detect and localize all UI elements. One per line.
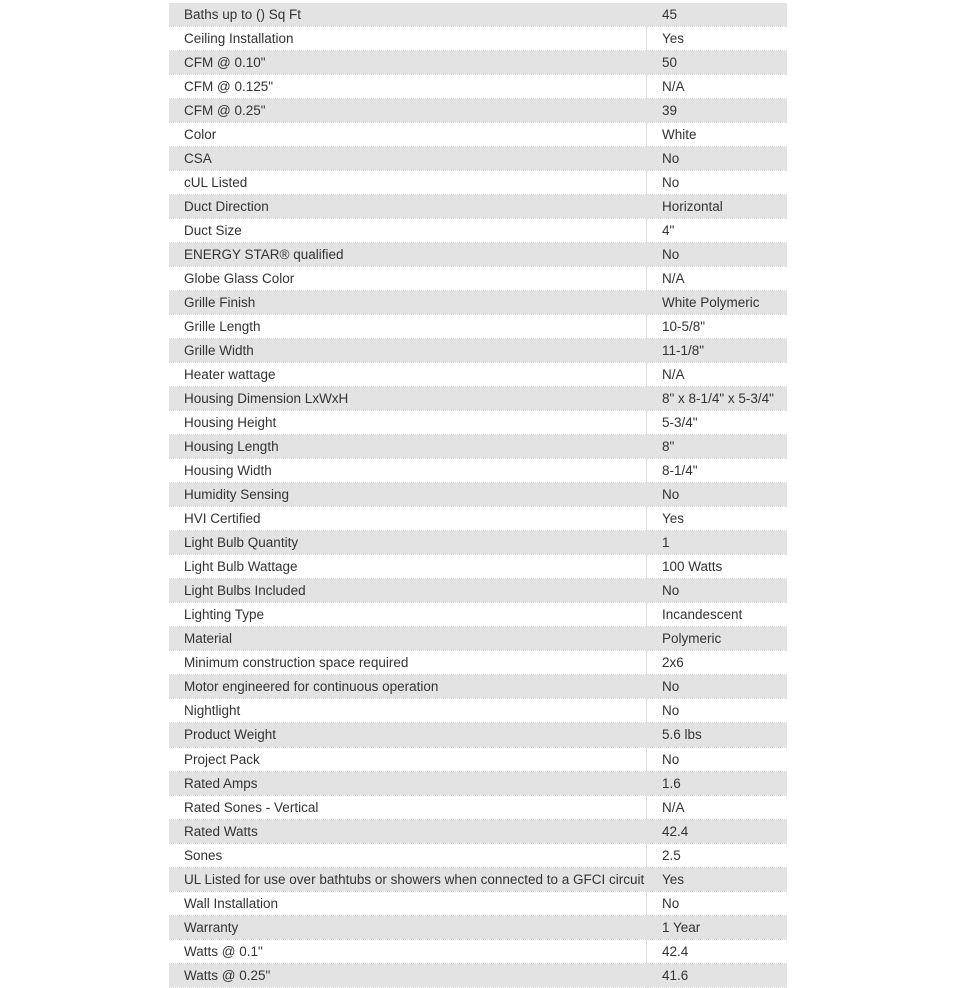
spec-row — [169, 699, 787, 723]
spec-label: Rated Sones - Vertical — [169, 796, 647, 820]
spec-label: Watts @ 0.25" — [169, 964, 647, 988]
spec-value: 11-1/8" — [647, 339, 788, 363]
spec-value: 8-1/4" — [647, 459, 788, 483]
spec-row — [169, 171, 787, 195]
spec-label: Housing Width — [169, 459, 647, 483]
spec-label: Motor engineered for continuous operation — [169, 675, 647, 699]
spec-label: UL Listed for use over bathtubs or showers when connected to a GFCI circuit — [169, 868, 647, 892]
spec-table — [169, 3, 787, 988]
spec-row — [169, 555, 787, 579]
spec-value: No — [647, 171, 788, 195]
spec-value: Incandescent — [647, 603, 788, 627]
spec-label: Nightlight — [169, 699, 647, 723]
spec-label: Watts @ 0.1" — [169, 940, 647, 964]
spec-row — [169, 748, 787, 772]
spec-row — [169, 940, 787, 964]
spec-value: No — [647, 243, 788, 267]
spec-row — [169, 339, 787, 363]
spec-value: White Polymeric — [647, 291, 788, 315]
spec-row — [169, 147, 787, 171]
spec-row — [169, 363, 787, 387]
spec-row — [169, 603, 787, 627]
spec-label: Product Weight — [169, 723, 647, 748]
spec-row — [169, 964, 787, 988]
spec-row — [169, 531, 787, 555]
spec-row — [169, 123, 787, 147]
spec-row — [169, 267, 787, 291]
spec-label: Housing Length — [169, 435, 647, 459]
spec-label: Warranty — [169, 916, 647, 940]
spec-value: N/A — [647, 75, 788, 99]
spec-value: No — [647, 699, 788, 723]
spec-value: 45 — [647, 3, 788, 27]
spec-row — [169, 844, 787, 868]
spec-value: 1 Year — [647, 916, 788, 940]
spec-label: Color — [169, 123, 647, 147]
spec-label: Minimum construction space required — [169, 651, 647, 675]
spec-label: Housing Dimension LxWxH — [169, 387, 647, 411]
spec-value: No — [647, 675, 788, 699]
spec-row — [169, 772, 787, 796]
spec-value: 1.6 — [647, 772, 788, 796]
spec-value: 42.4 — [647, 820, 788, 844]
spec-row — [169, 3, 787, 27]
spec-value: 4" — [647, 219, 788, 243]
spec-row — [169, 411, 787, 435]
spec-row — [169, 820, 787, 844]
spec-value: No — [647, 748, 788, 772]
spec-label: Sones — [169, 844, 647, 868]
spec-label: Baths up to () Sq Ft — [169, 3, 647, 27]
spec-row — [169, 459, 787, 483]
spec-label: Wall Installation — [169, 892, 647, 916]
spec-label: Light Bulb Wattage — [169, 555, 647, 579]
spec-row — [169, 75, 787, 99]
spec-row — [169, 916, 787, 940]
spec-row — [169, 51, 787, 75]
spec-value: 50 — [647, 51, 788, 75]
spec-row — [169, 507, 787, 531]
spec-label: cUL Listed — [169, 171, 647, 195]
spec-value: 2x6 — [647, 651, 788, 675]
spec-label: ENERGY STAR® qualified — [169, 243, 647, 267]
spec-value: 41.6 — [647, 964, 788, 988]
spec-row — [169, 892, 787, 916]
spec-label: Rated Amps — [169, 772, 647, 796]
spec-label: Lighting Type — [169, 603, 647, 627]
spec-row — [169, 675, 787, 699]
spec-value: 10-5/8" — [647, 315, 788, 339]
spec-value: No — [647, 483, 788, 507]
spec-value: 100 Watts — [647, 555, 788, 579]
spec-value: 39 — [647, 99, 788, 123]
spec-label: Heater wattage — [169, 363, 647, 387]
spec-label: CFM @ 0.125" — [169, 75, 647, 99]
spec-row — [169, 219, 787, 243]
spec-row — [169, 27, 787, 51]
spec-value: Yes — [647, 507, 788, 531]
spec-value: 8" — [647, 435, 788, 459]
spec-value: White — [647, 123, 788, 147]
spec-label: Light Bulbs Included — [169, 579, 647, 603]
spec-table-body — [169, 3, 787, 988]
spec-label: Material — [169, 627, 647, 651]
spec-value: No — [647, 892, 788, 916]
spec-value: 5-3/4" — [647, 411, 788, 435]
spec-row — [169, 627, 787, 651]
spec-label: CFM @ 0.25" — [169, 99, 647, 123]
spec-label: CSA — [169, 147, 647, 171]
spec-label: Humidity Sensing — [169, 483, 647, 507]
spec-row — [169, 483, 787, 507]
spec-value: Yes — [647, 868, 788, 892]
spec-value: No — [647, 147, 788, 171]
spec-row — [169, 195, 787, 219]
spec-label: Project Pack — [169, 748, 647, 772]
spec-label: Duct Size — [169, 219, 647, 243]
spec-value: 5.6 lbs — [647, 723, 788, 748]
spec-value: N/A — [647, 267, 788, 291]
spec-label: Duct Direction — [169, 195, 647, 219]
spec-label: Rated Watts — [169, 820, 647, 844]
spec-value: Horizontal — [647, 195, 788, 219]
spec-label: Housing Height — [169, 411, 647, 435]
spec-row — [169, 291, 787, 315]
spec-label: Grille Finish — [169, 291, 647, 315]
spec-value: 8" x 8-1/4" x 5-3/4" — [647, 387, 788, 411]
spec-row — [169, 723, 787, 748]
spec-value: 42.4 — [647, 940, 788, 964]
spec-row — [169, 868, 787, 892]
spec-value: N/A — [647, 363, 788, 387]
spec-value: Yes — [647, 27, 788, 51]
spec-label: Globe Glass Color — [169, 267, 647, 291]
spec-label: Ceiling Installation — [169, 27, 647, 51]
spec-label: HVI Certified — [169, 507, 647, 531]
spec-row — [169, 99, 787, 123]
spec-value: 1 — [647, 531, 788, 555]
spec-row — [169, 579, 787, 603]
spec-label: Grille Width — [169, 339, 647, 363]
spec-value: 2.5 — [647, 844, 788, 868]
spec-row — [169, 243, 787, 267]
spec-row — [169, 315, 787, 339]
spec-value: N/A — [647, 796, 788, 820]
spec-label: Grille Length — [169, 315, 647, 339]
spec-row — [169, 796, 787, 820]
spec-row — [169, 651, 787, 675]
spec-value: Polymeric — [647, 627, 788, 651]
spec-value: No — [647, 579, 788, 603]
spec-row — [169, 387, 787, 411]
spec-row — [169, 435, 787, 459]
spec-label: Light Bulb Quantity — [169, 531, 647, 555]
spec-label: CFM @ 0.10" — [169, 51, 647, 75]
